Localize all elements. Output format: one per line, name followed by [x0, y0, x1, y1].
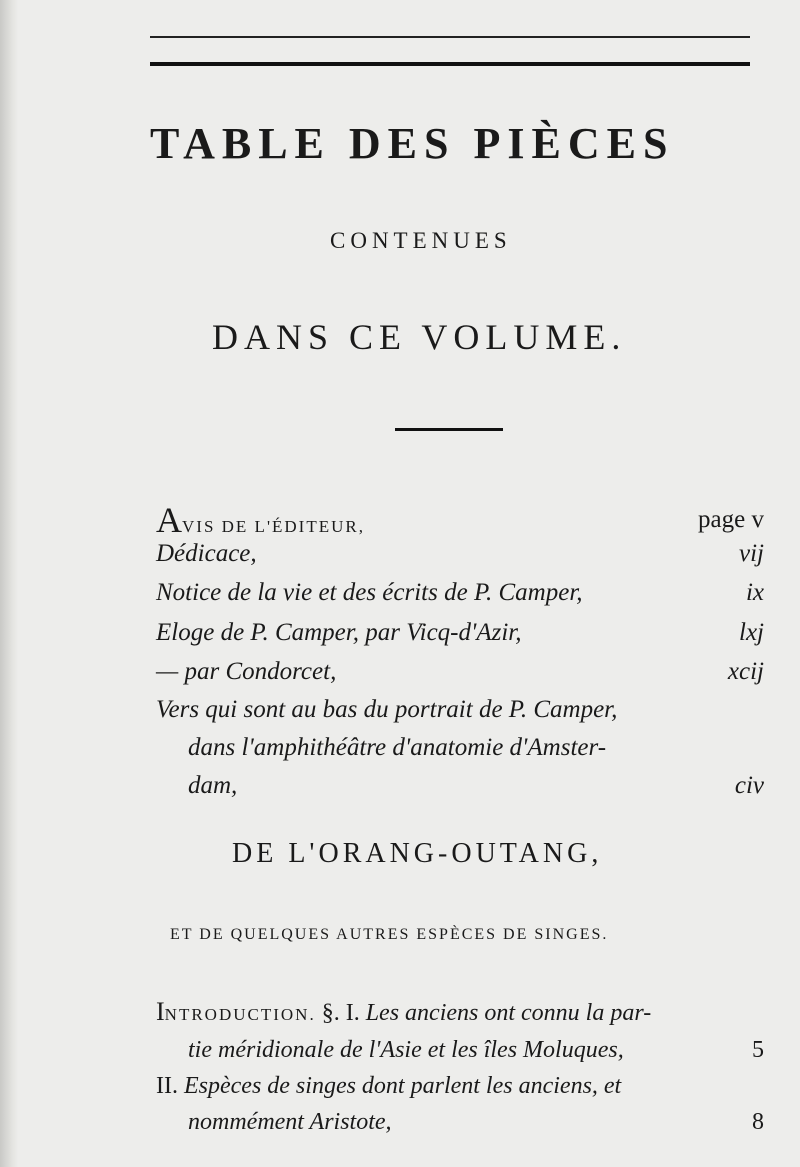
toc-entry-vers-cont — [156, 732, 764, 764]
intro-line-1 — [156, 996, 764, 1028]
toc-entry-vers — [156, 694, 764, 726]
toc-label-notice: Notice de la vie et des écrits de P. Camper, — [156, 579, 583, 606]
intro-line-4 — [156, 1106, 764, 1138]
intro-paragraph-mark: §. I. — [321, 1000, 360, 1026]
toc-label-vers-1: Vers qui sont au bas du portrait de P. Camper, — [156, 696, 618, 723]
intro-text-4: nommément Aristote, — [188, 1109, 392, 1135]
toc-entry-dedicace — [156, 538, 764, 570]
toc-page-vers: civ — [734, 772, 764, 799]
drop-letter: A — [156, 500, 182, 540]
toc-page-condorcet: xcij — [727, 658, 764, 685]
intro-text-2: tie méridionale de l'Asie et les îles Moluques, — [188, 1037, 624, 1063]
page-edge — [0, 0, 18, 1167]
toc-label-vers-2: dans l'amphithéâtre d'anatomie d'Amster- — [188, 734, 607, 761]
toc-label-eloge: Eloge de P. Camper, par Vicq-d'Azir, — [156, 619, 522, 646]
toc-page-notice: ix — [745, 579, 764, 606]
toc-entry-condorcet — [156, 656, 764, 688]
toc-label-avis: VIS DE L'ÉDITEUR, — [182, 517, 365, 536]
toc-entry-vers-end — [156, 770, 764, 802]
toc-page-eloge: lxj — [739, 619, 764, 646]
top-rule-thin — [150, 36, 750, 38]
section-title: DE L'ORANG-OUTANG, — [232, 838, 603, 869]
intro-page-2: 8 — [752, 1109, 764, 1135]
page-title: TABLE DES PIÈCES — [150, 119, 675, 168]
intro-section-number: II. — [156, 1073, 178, 1099]
intro-label: NTRODUCTION. — [164, 1005, 316, 1024]
toc-entry-avis — [156, 500, 764, 540]
top-rule-thick — [150, 62, 750, 66]
toc-label-dedicace: Dédicace, — [156, 540, 257, 567]
page-subtitle: CONTENUES — [330, 228, 512, 253]
intro-line-2 — [156, 1034, 764, 1066]
intro-drop-letter: I — [156, 997, 165, 1026]
section-subtitle: ET DE QUELQUES AUTRES ESPÈCES DE SINGES. — [170, 926, 609, 943]
intro-text-3: Espèces de singes dont parlent les anciens, et — [183, 1073, 622, 1099]
toc-page-avis: page v — [698, 506, 764, 533]
toc-entry-notice — [156, 577, 764, 609]
intro-text-1: Les anciens ont connu la par- — [365, 1000, 652, 1026]
toc-label-vers-3: dam, — [188, 772, 238, 799]
toc-entry-eloge — [156, 617, 764, 649]
intro-line-3 — [156, 1070, 764, 1102]
intro-page-1: 5 — [752, 1037, 764, 1063]
toc-page-dedicace: vij — [739, 540, 764, 567]
volume-heading: DANS CE VOLUME. — [212, 317, 627, 357]
divider-rule — [395, 428, 503, 431]
toc-label-condorcet: — par Condorcet, — [156, 658, 337, 685]
